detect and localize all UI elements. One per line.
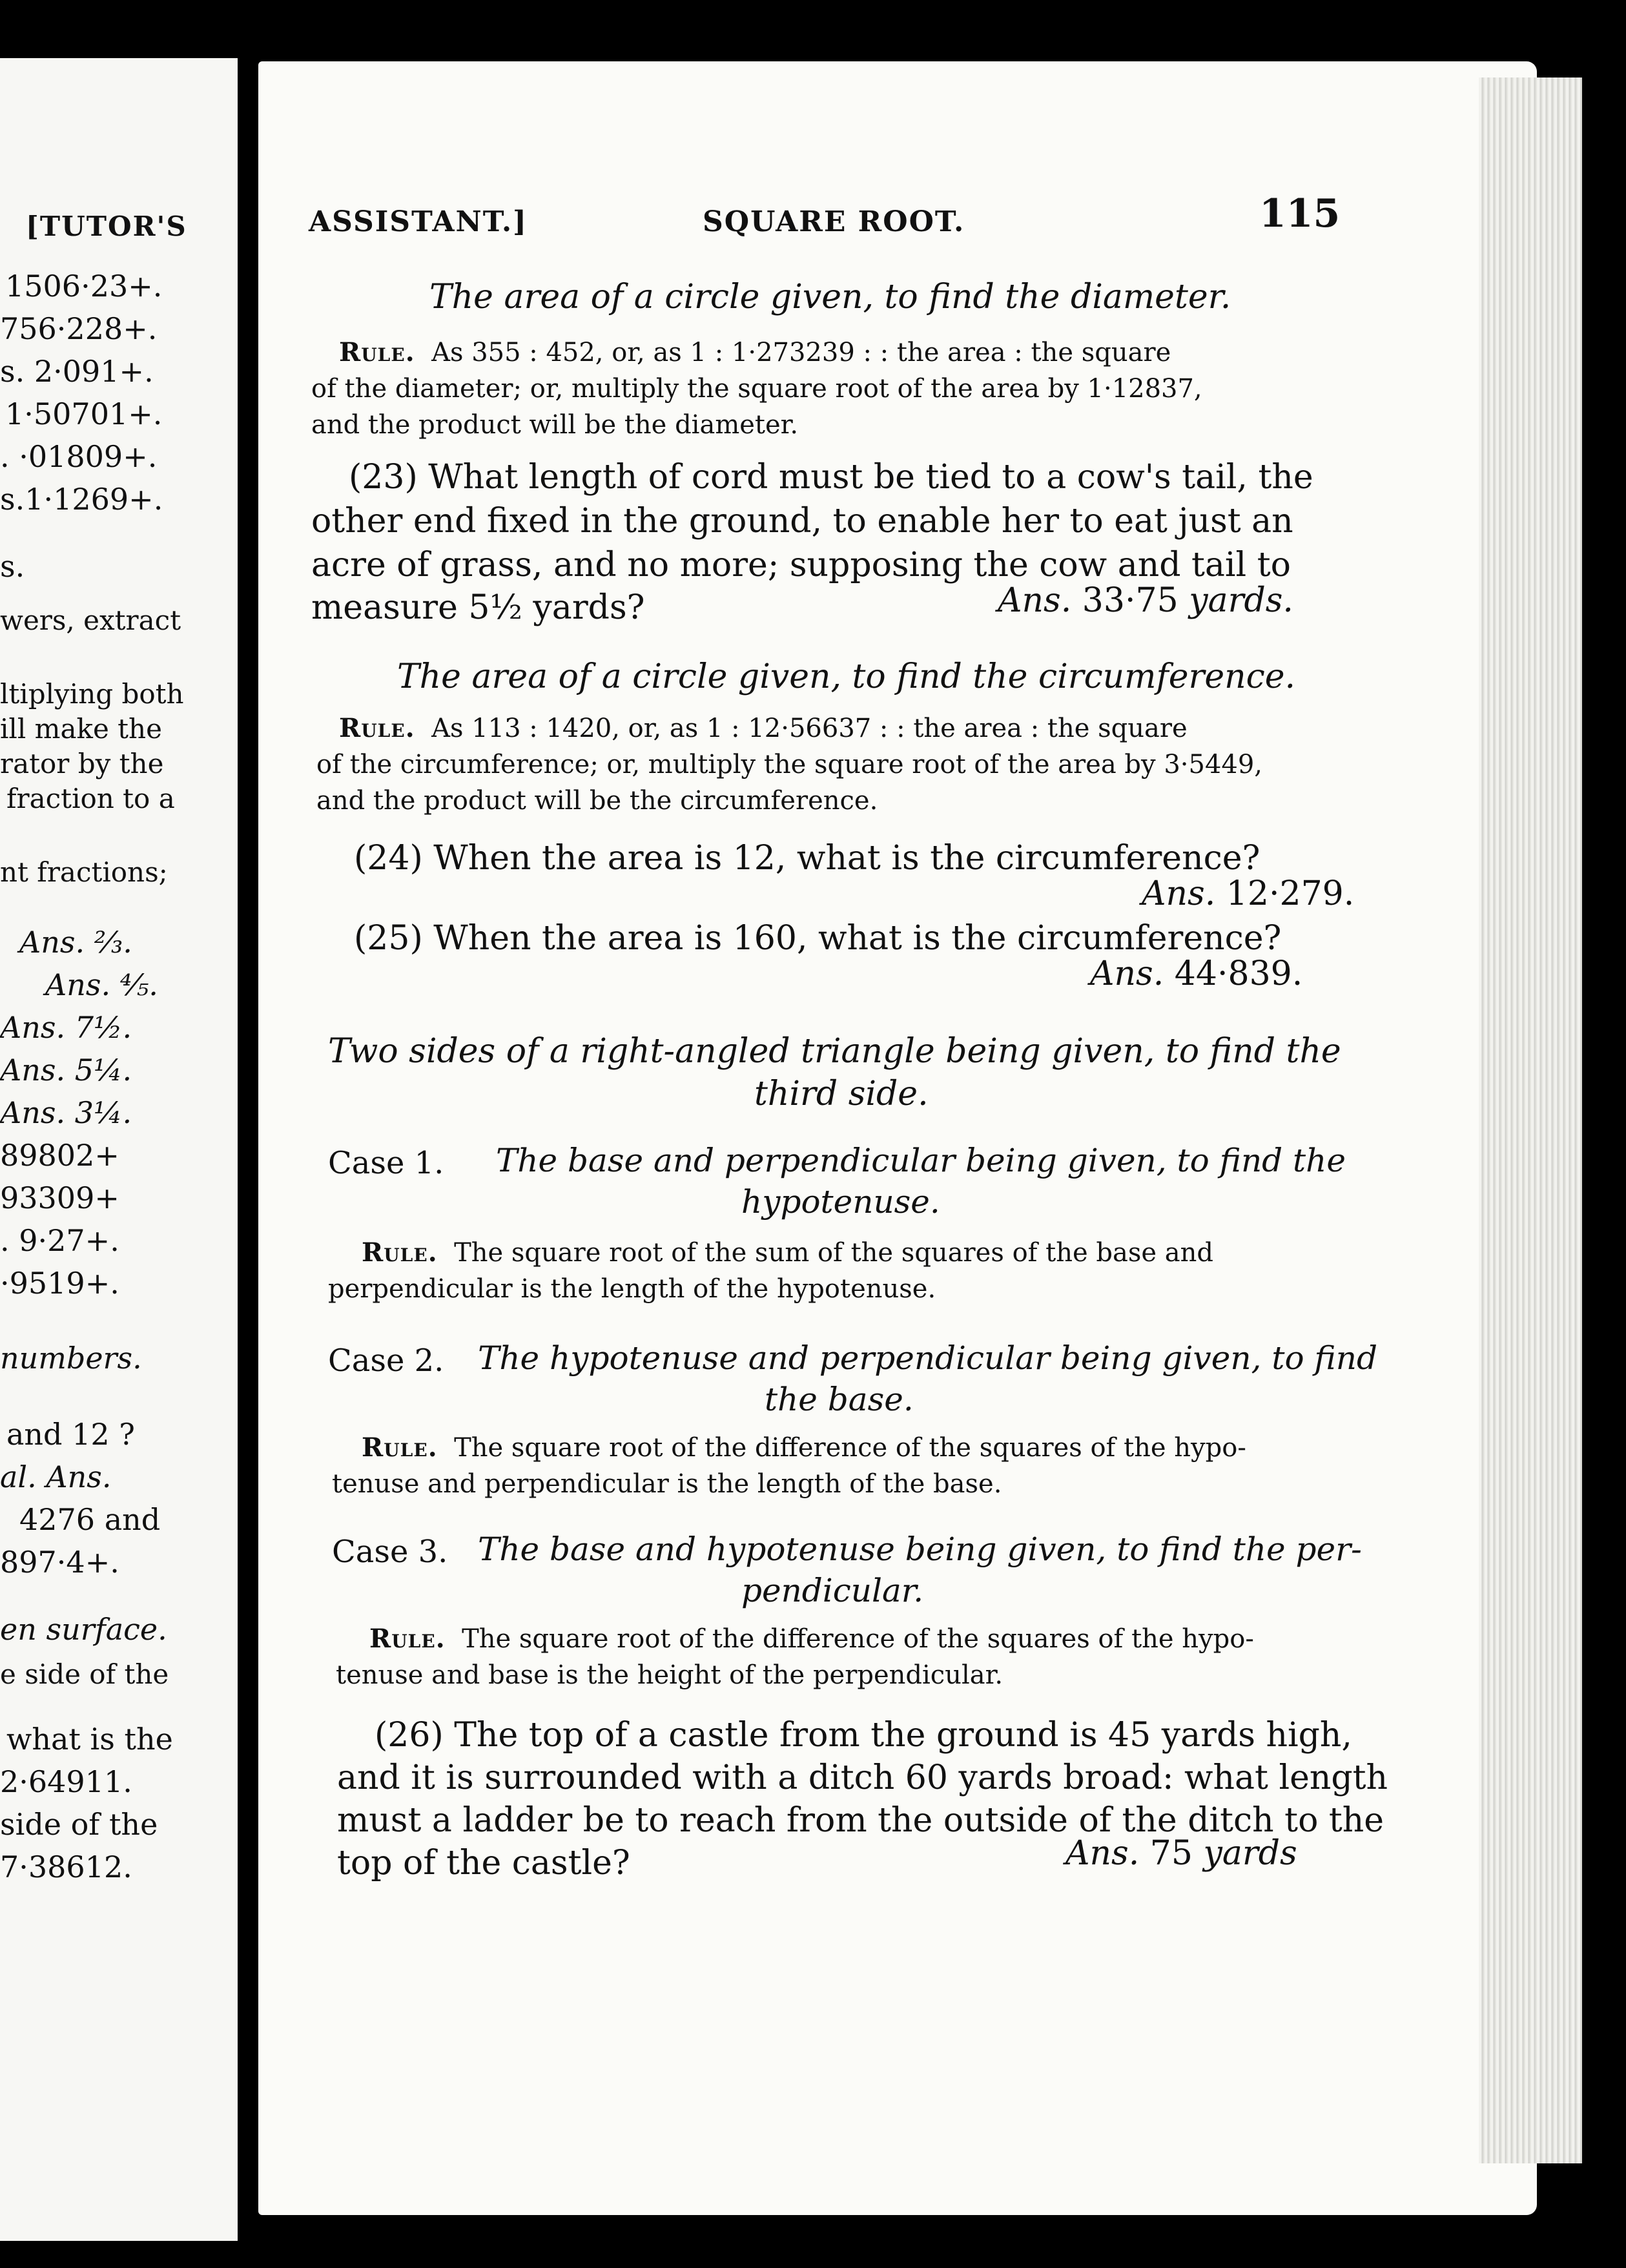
answer-value: 12·279. (1226, 874, 1355, 913)
page-number: 115 (1259, 191, 1341, 236)
left-line: 756·228+. (0, 311, 158, 346)
rule-label: Rule. (362, 1237, 438, 1268)
answer-label: Ans. (1142, 874, 1216, 913)
case-2-rule-line: tenuse and perpendicular is the length of the base. (332, 1469, 1002, 1499)
left-line: nt fractions; (0, 856, 168, 888)
rule-text: As 113 : 1420, or, as 1 : 12·56637 : : the area : the square (431, 714, 1188, 743)
case-1-rule-line: perpendicular is the length of the hypotenuse. (328, 1274, 936, 1304)
problem-23-line: acre of grass, and no more; supposing the cow and tail to (311, 546, 1291, 584)
left-line: and 12 ? (6, 1417, 135, 1452)
case-3-rule-line: tenuse and base is the height of the perpendicular. (336, 1660, 1003, 1690)
left-line: what is the (6, 1722, 173, 1757)
left-line: numbers. (0, 1341, 142, 1376)
left-line: 89802+ (0, 1138, 119, 1173)
answer-value: 44·839. (1174, 954, 1303, 993)
left-line: 1506·23+. (5, 269, 163, 304)
left-line: Ans. 3¼. (0, 1095, 132, 1130)
rule-text: The square root of the difference of the squares of the hypo- (462, 1624, 1254, 1654)
left-line: s. (0, 549, 25, 584)
page-edges (1479, 77, 1582, 2163)
answer-24 (1142, 874, 1354, 913)
rule-label: Rule. (369, 1624, 446, 1654)
case-1-label: Case 1. (328, 1145, 444, 1181)
case-1-title: The base and perpendicular being given, to find the (496, 1142, 1346, 1179)
answer-unit: yards (1203, 1834, 1297, 1873)
answer-26 (1065, 1834, 1297, 1873)
section-heading-right-triangle: Two sides of a right-angled triangle being given, to find the (328, 1032, 1341, 1071)
left-line: wers, extract (0, 604, 181, 636)
problem-23-line: (23) What length of cord must be tied to a cow's tail, the (349, 458, 1313, 497)
problem-23-line: measure 5½ yards? (311, 588, 645, 627)
left-line: Ans. ⅘. (45, 967, 158, 1002)
left-line: . 9·27+. (0, 1223, 119, 1258)
answer-label: Ans. (1090, 954, 1164, 993)
answer-unit: yards. (1189, 581, 1293, 620)
case-3-label: Case 3. (332, 1534, 448, 1570)
answer-23 (998, 581, 1293, 620)
left-line: e side of the (0, 1658, 169, 1690)
case-1-title-cont: hypotenuse. (741, 1183, 940, 1221)
problem-23-line: other end fixed in the ground, to enable her to eat just an (311, 502, 1293, 541)
answer-label: Ans. (998, 581, 1072, 620)
problem-26-line: top of the castle? (337, 1844, 630, 1882)
left-line: 1·50701+. (5, 397, 163, 431)
case-2-title: The hypotenuse and perpendicular being given, to find (478, 1339, 1377, 1377)
answer-label: Ans. (1065, 1834, 1140, 1873)
left-line: ltiplying both (0, 678, 184, 710)
rule-label: Rule. (339, 337, 415, 367)
answer-25 (1090, 954, 1302, 993)
case-3-title: The base and hypotenuse being given, to find the per- (478, 1531, 1362, 1568)
left-line: 897·4+. (0, 1545, 119, 1580)
case-3-rule (369, 1621, 1254, 1657)
problem-26-line: (26) The top of a castle from the ground is 45 yards high, (375, 1716, 1352, 1755)
left-line: en surface. (0, 1612, 167, 1647)
left-line: rator by the (0, 748, 164, 779)
rule-1-line: and the product will be the diameter. (311, 410, 799, 440)
left-line: fraction to a (6, 783, 175, 814)
rule-text: As 355 : 452, or, as 1 : 1·273239 : : the area : the square (431, 338, 1171, 367)
left-line: ·9519+. (0, 1266, 119, 1301)
rule-2-line (339, 710, 1188, 747)
case-2-rule (362, 1430, 1246, 1466)
rule-1-line: of the diameter; or, multiply the square root of the area by 1·12837, (311, 374, 1202, 404)
section-heading-diameter: The area of a circle given, to find the diameter. (429, 278, 1231, 316)
answer-value: 75 (1149, 1834, 1193, 1873)
rule-label: Rule. (362, 1432, 438, 1463)
left-line: 2·64911. (0, 1764, 132, 1799)
rule-2-line: and the product will be the circumference. (316, 786, 878, 816)
left-line: Ans. ⅔. (19, 925, 132, 960)
rule-text: The square root of the sum of the squares of the base and (454, 1238, 1213, 1268)
problem-26-line: and it is surrounded with a ditch 60 yards broad: what length (337, 1758, 1388, 1797)
case-3-title-cont: pendicular. (741, 1572, 924, 1609)
rule-text: The square root of the difference of the squares of the hypo- (454, 1433, 1246, 1463)
left-line: Ans. 7½. (0, 1010, 132, 1045)
rule-1-line (339, 335, 1171, 371)
section-heading-circumference: The area of a circle given, to find the circumference. (397, 657, 1296, 696)
rule-2-line: of the circumference; or, multiply the square root of the area by 3·5449, (316, 750, 1262, 779)
left-line: s.1·1269+. (0, 482, 163, 517)
left-line: s. 2·091+. (0, 354, 154, 389)
running-head-title: SQUARE ROOT. (703, 205, 965, 238)
problem-24: (24) When the area is 12, what is the circumference? (354, 839, 1261, 878)
left-line: Ans. 5¼. (0, 1053, 132, 1088)
answer-value: 33·75 (1082, 581, 1178, 620)
case-2-title-cont: the base. (765, 1381, 914, 1418)
left-line: al. Ans. (0, 1459, 112, 1494)
problem-26-line: must a ladder be to reach from the outside of the ditch to the (337, 1801, 1384, 1840)
rule-label: Rule. (339, 713, 415, 743)
section-heading-right-triangle-cont: third side. (754, 1075, 929, 1113)
left-line: [TUTOR'S (26, 211, 187, 242)
left-line: 93309+ (0, 1180, 119, 1215)
left-line: ill make the (0, 713, 162, 745)
left-line: side of the (0, 1807, 158, 1842)
case-2-label: Case 2. (328, 1343, 444, 1379)
left-line: 7·38612. (0, 1850, 132, 1884)
left-line: 4276 and (19, 1502, 161, 1537)
case-1-rule (362, 1235, 1213, 1271)
running-head-left: ASSISTANT.] (309, 205, 528, 238)
left-page-fragment (0, 58, 244, 2241)
problem-25: (25) When the area is 160, what is the circumference? (354, 919, 1282, 958)
left-line: . ·01809+. (0, 439, 158, 474)
